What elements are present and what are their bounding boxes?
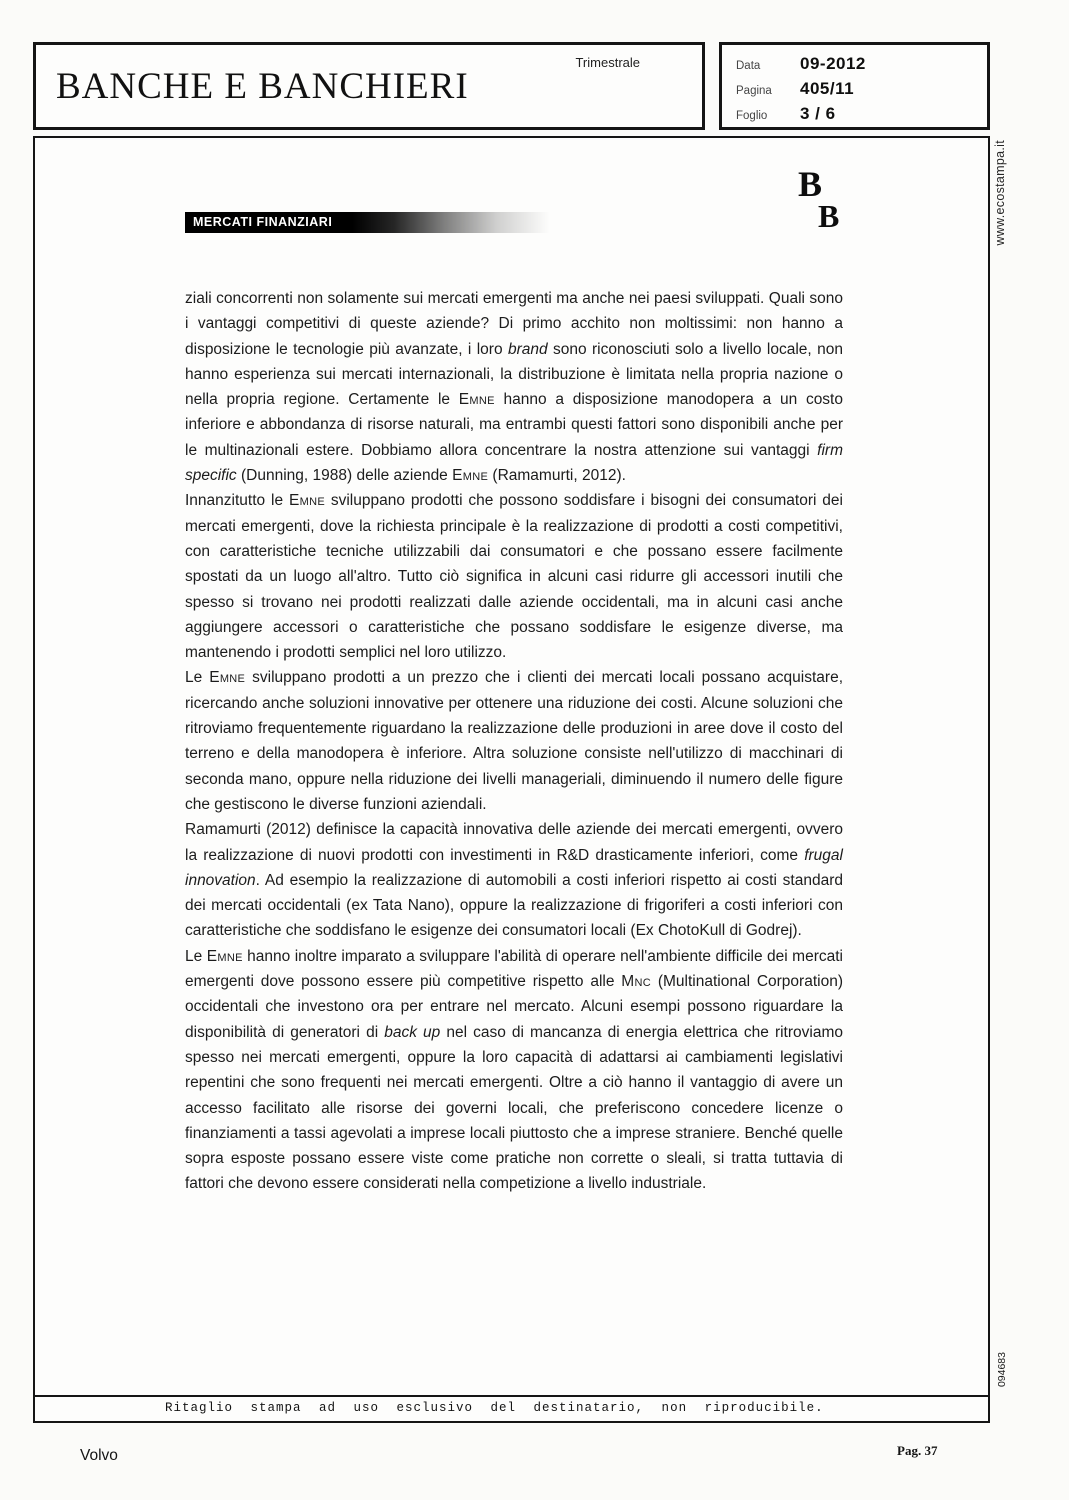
body-text: ziali concorrenti non solamente sui mercati emergenti ma anche nei paesi sviluppati. Quali sono i vantaggi competitivi di queste aziende? Di primo acchito non moltissimi: non hanno a disposizione le tecnologie più avanzate, i loro bbox=[185, 290, 843, 358]
body-text: . Ad esempio la realizzazione di automobili a costi inferiori rispetto ai costi standard dei mercati occidentali (ex Tata Nano), oppure la realizzazione di frigoriferi a costi inferiori con caratteristiche che soddisfano le esigenze dei consumatori locali (Ex ChotoKull di Godrej). bbox=[185, 871, 843, 940]
ecostampa-b-glyph: B bbox=[798, 164, 823, 204]
italic-text: brand bbox=[507, 340, 548, 358]
body-text: sviluppano prodotti a un prezzo che i clienti dei mercati locali possano acquistare, ricercando anche soluzioni innovative per ottenere una riduzione dei costi. Alcune soluzioni che ritroviamo frequentemente riguardano la realizzazione delle produzioni in aree dove il costo del terreno e della manodopera è inferiore. Altra soluzione consiste nell'utilizzo di macchinari di seconda mano, oppure nella riduzione dei livelli manageriali, diminuendo il numero delle figure che gestiscono le diverse funzioni aziendali. bbox=[185, 669, 843, 813]
masthead-box bbox=[33, 42, 705, 130]
meta-value-pagina: 405/11 bbox=[800, 79, 855, 98]
meta-value-foglio: 3 / 6 bbox=[800, 104, 836, 123]
italic-text: frugal innovation bbox=[185, 846, 843, 889]
scan-code-vertical: 094683 bbox=[996, 1352, 1008, 1388]
body-text: hanno inoltre imparato a sviluppare l'abilità di operare nell'ambiente difficile dei mercati emergenti dove possono essere più competitive rispetto alle bbox=[185, 947, 843, 991]
italic-text: back up bbox=[384, 1023, 441, 1041]
body-text: (Ramamurti, 2012). bbox=[488, 467, 626, 485]
meta-label-data: Data bbox=[736, 60, 761, 72]
body-text: (Multinational Corporation) occidentali che investono ora per entrare nel mercato. Alcuni esempi possono riguardare la disponibilità di generatori di bbox=[185, 973, 843, 1041]
article-paragraph bbox=[185, 488, 843, 665]
body-text: hanno a disposizione manodopera a un costo inferiore e abbondanza di risorse naturali, ma entrambi questi fattori sono disponibili anche per le multinazionali estere. Dobbiamo allora concentrare la nostra attenzione sui vantaggi bbox=[185, 391, 843, 459]
ecostampa-logo-icon bbox=[790, 166, 880, 246]
smallcaps-text: Mnc bbox=[621, 973, 651, 991]
smallcaps-text: Emne bbox=[458, 391, 495, 409]
body-text: Innanzitutto le bbox=[185, 492, 289, 510]
meta-label-pagina: Pagina bbox=[736, 85, 772, 97]
disclaimer-strip bbox=[35, 1395, 988, 1421]
italic-text: firm specific bbox=[185, 441, 843, 485]
meta-label-foglio: Foglio bbox=[736, 110, 768, 122]
body-text: sviluppano prodotti che possono soddisfare i bisogni dei consumatori dei mercati emergenti, dove la richiesta principale è la realizzazione di prodotti a costi competitivi, con caratteristiche tecniche utilizzabili dai consumatori e che possano essere facilmente spostati da un luogo all'altro. Tutto ciò significa in alcuni casi ridurre gli accessori inutili che spesso si trovano nei prodotti realizzati dalle aziende occidentali, ma in alcuni casi anche aggiungere accessori o caratteristiche che possano soddisfare le esigenze diverse, ma mantenendo i prodotti semplici nel loro utilizzo. bbox=[185, 492, 843, 662]
meta-row-data bbox=[736, 54, 987, 74]
page-number: Pag. 37 bbox=[897, 1443, 938, 1458]
smallcaps-text: Emne bbox=[209, 669, 246, 687]
smallcaps-text: Emne bbox=[206, 947, 243, 965]
body-text: Le bbox=[185, 669, 210, 687]
smallcaps-text: Emne bbox=[288, 492, 325, 510]
meta-value-data: 09-2012 bbox=[800, 54, 866, 73]
body-text: nel caso di mancanza di energia elettrica che ritroviamo spesso nei mercati emergenti, oppure la loro capacità di adattarsi ai cambiamenti legislativi repentini che sono frequenti nei mercati emergenti. Oltre a ciò hanno il vantaggio di avere un accesso facilitato alle risorse dei governi locali, che preferiscono concedere licenze o finanziamenti a tassi agevolati a imprese locali piuttosto che a imprese straniere. Benché quelle sopra esposte possano essere viste come pratiche non corrette o sleali, si tratta tuttavia di fattori che devono essere considerati nella competizione a livello industriale. bbox=[185, 1023, 843, 1193]
article-paragraph bbox=[185, 944, 843, 1197]
frequency-label: Trimestrale bbox=[575, 55, 640, 70]
section-label: MERCATI FINANZIARI bbox=[193, 215, 333, 229]
ecostampa-url-vertical: www.ecostampa.it bbox=[993, 140, 1007, 246]
article-paragraph bbox=[185, 817, 843, 943]
article-frame bbox=[33, 136, 990, 1423]
body-text: Ramamurti (2012) definisce la capacità innovativa delle aziende dei mercati emergenti, ovvero la realizzazione di nuovi prodotti con investimenti in R&D drasticamente inferiori, come bbox=[185, 821, 843, 864]
body-text: Le bbox=[185, 947, 207, 965]
disclaimer-text: Ritaglio stampa ad uso esclusivo del destinatario, non riproducibile. bbox=[165, 1401, 824, 1415]
article-body bbox=[185, 286, 843, 1197]
meta-row-pagina bbox=[736, 79, 987, 99]
meta-row-foglio bbox=[736, 104, 987, 124]
clipping-meta-box bbox=[719, 42, 990, 130]
article-paragraph bbox=[185, 665, 843, 817]
ecostampa-b-glyph-small: B bbox=[818, 198, 840, 234]
smallcaps-text: Emne bbox=[452, 467, 489, 485]
body-text: sono riconosciuti solo a livello locale, non hanno esperienza sui mercati internazionali, la distribuzione è limitata nella propria nazione o nella propria regione. Certamente le bbox=[185, 340, 843, 409]
body-text: (Dunning, 1988) delle aziende bbox=[236, 467, 453, 485]
client-name: Volvo bbox=[80, 1447, 118, 1464]
section-header-bar bbox=[185, 212, 565, 233]
article-paragraph bbox=[185, 286, 843, 488]
publication-title: BANCHE E BANCHIERI bbox=[56, 66, 469, 107]
